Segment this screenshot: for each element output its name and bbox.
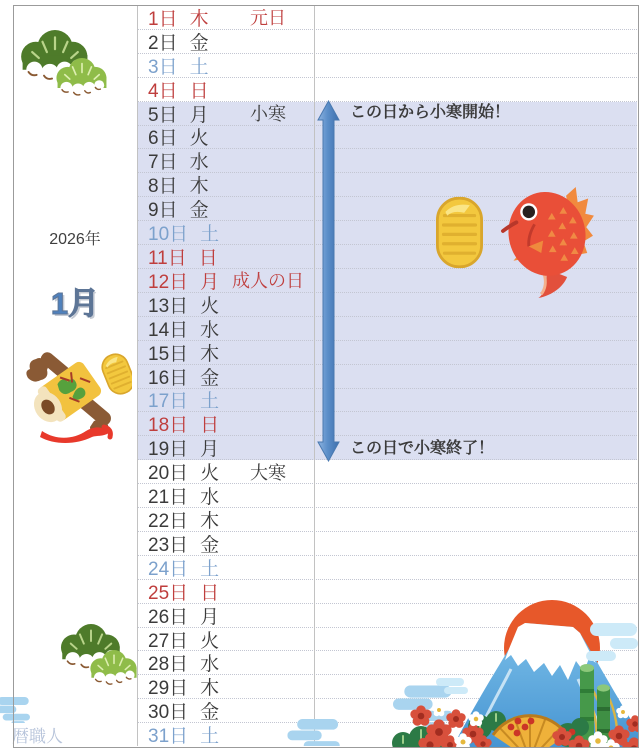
calendar-day-row xyxy=(138,508,637,532)
weekday-label: 金 xyxy=(200,534,220,556)
day-number: 24日 xyxy=(148,558,189,580)
sea-bream-icon xyxy=(499,186,595,299)
day-number: 30日 xyxy=(148,702,189,724)
day-note: 成人の日 xyxy=(232,271,304,292)
day-number: 20日 xyxy=(148,463,189,485)
weekday-label: 日 xyxy=(200,582,220,604)
calendar-day-row xyxy=(138,532,637,556)
weekday-label: 水 xyxy=(200,319,220,341)
calendar-day-row xyxy=(138,484,637,508)
weekday-label: 土 xyxy=(189,56,209,78)
day-number: 10日 xyxy=(148,224,189,246)
day-number: 13日 xyxy=(148,295,189,317)
pine-icon xyxy=(18,30,110,98)
year-label: 2026年 xyxy=(49,231,101,248)
day-number: 19日 xyxy=(148,439,189,461)
credit-label: 暦職人 xyxy=(12,727,63,746)
koban-coin-icon xyxy=(436,196,483,269)
calendar-day-row xyxy=(138,412,637,436)
day-number: 29日 xyxy=(148,678,189,700)
calendar-day-row xyxy=(138,149,637,173)
day-number: 22日 xyxy=(148,510,189,532)
weekday-label: 月 xyxy=(200,606,220,628)
weekday-label: 月 xyxy=(200,439,220,461)
day-number: 26日 xyxy=(148,606,189,628)
annotation-kohkan-start: この日から小寒開始！ xyxy=(350,104,511,121)
weekday-label: 水 xyxy=(200,487,220,509)
mallet-icon xyxy=(12,345,132,445)
day-number: 14日 xyxy=(148,319,189,341)
weekday-label: 月 xyxy=(189,104,209,126)
column-divider-annotation xyxy=(314,6,315,746)
day-number: 2日 xyxy=(148,32,178,54)
day-number: 3日 xyxy=(148,56,178,78)
weekday-label: 日 xyxy=(189,80,209,102)
weekday-label: 金 xyxy=(200,367,220,389)
weekday-label: 水 xyxy=(189,152,209,174)
weekday-label: 木 xyxy=(200,343,220,365)
day-number: 11日 xyxy=(148,248,187,270)
weekday-label: 金 xyxy=(200,702,220,724)
calendar-day-row xyxy=(138,365,637,389)
day-number: 28日 xyxy=(148,654,189,676)
weekday-label: 土 xyxy=(200,558,220,580)
weekday-label: 金 xyxy=(189,200,209,222)
day-number: 6日 xyxy=(148,128,178,150)
weekday-label: 木 xyxy=(200,510,220,532)
day-number: 8日 xyxy=(148,176,178,198)
weekday-label: 日 xyxy=(198,248,218,270)
calendar-day-row xyxy=(138,317,637,341)
day-number: 9日 xyxy=(148,200,178,222)
fuji-sunrise-icon xyxy=(368,575,638,747)
day-note: 元日 xyxy=(250,8,286,29)
weekday-label: 木 xyxy=(200,678,220,700)
weekday-label: 木 xyxy=(189,176,209,198)
month-label: 1月 xyxy=(50,286,100,321)
weekday-label: 火 xyxy=(189,128,209,150)
day-number: 5日 xyxy=(148,104,178,126)
calendar-day-row xyxy=(138,341,637,365)
weekday-label: 月 xyxy=(200,271,220,293)
day-number: 15日 xyxy=(148,343,189,365)
calendar-day-row xyxy=(138,126,637,150)
weekday-label: 土 xyxy=(200,726,220,748)
double-arrow-icon xyxy=(317,100,340,467)
calendar-day-row xyxy=(138,78,637,102)
day-number: 27日 xyxy=(148,630,189,652)
day-number: 1日 xyxy=(148,8,178,30)
weekday-label: 火 xyxy=(200,630,220,652)
day-number: 16日 xyxy=(148,367,189,389)
weekday-label: 火 xyxy=(200,295,220,317)
weekday-label: 金 xyxy=(189,32,209,54)
day-note: 小寒 xyxy=(250,104,286,125)
calendar-day-row xyxy=(138,30,637,54)
day-number: 4日 xyxy=(148,80,178,102)
weekday-label: 土 xyxy=(200,224,220,246)
day-number: 17日 xyxy=(148,391,189,413)
calendar-day-row xyxy=(138,460,637,484)
calendar-day-row xyxy=(138,6,637,30)
day-number: 12日 xyxy=(148,271,189,293)
weekday-label: 日 xyxy=(200,415,220,437)
weekday-label: 木 xyxy=(189,8,209,30)
pine-icon xyxy=(58,624,140,686)
weekday-label: 土 xyxy=(200,391,220,413)
weekday-label: 水 xyxy=(200,654,220,676)
calendar-day-row xyxy=(138,389,637,413)
cloud-icon xyxy=(287,719,345,746)
day-number: 18日 xyxy=(148,415,189,437)
day-number: 25日 xyxy=(148,582,189,604)
cloud-icon xyxy=(0,697,34,723)
day-number: 23日 xyxy=(148,534,189,556)
day-number: 31日 xyxy=(148,726,189,748)
annotation-kohkan-end: この日で小寒終了！ xyxy=(350,440,495,457)
day-number: 7日 xyxy=(148,152,178,174)
weekday-label: 火 xyxy=(200,463,220,485)
day-note: 大寒 xyxy=(250,462,286,483)
calendar-day-row xyxy=(138,54,637,78)
day-number: 21日 xyxy=(148,487,189,509)
